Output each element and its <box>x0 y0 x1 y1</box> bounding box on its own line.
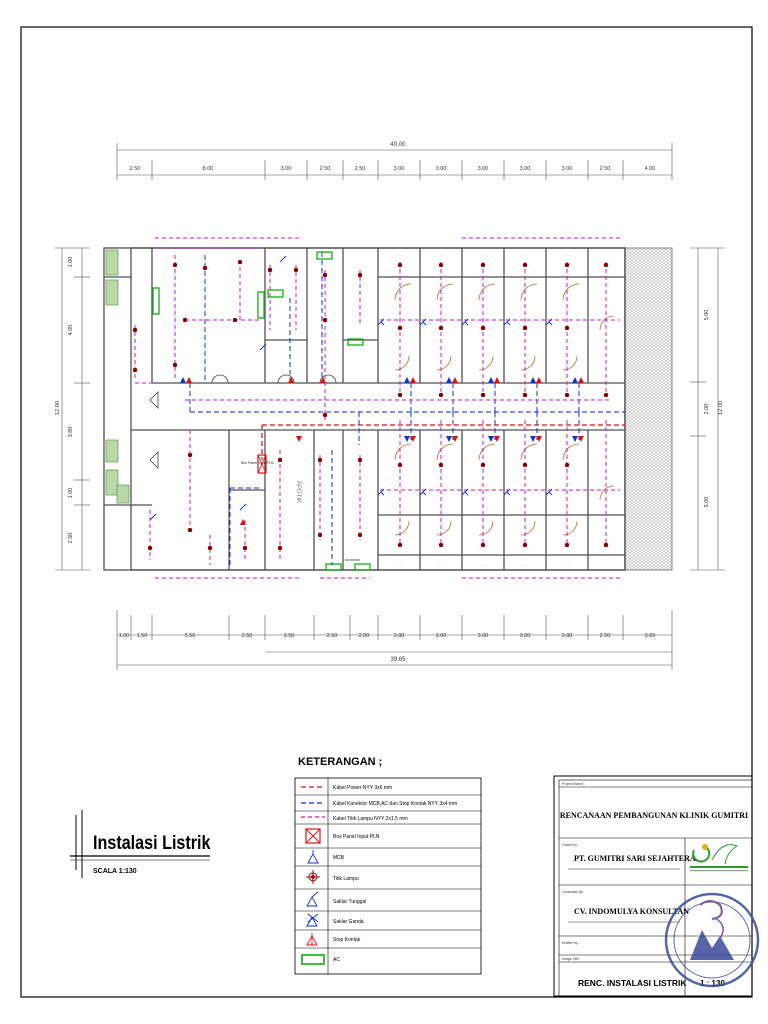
svg-text:3.00: 3.00 <box>435 633 447 639</box>
top-total-dimension: 40.00 <box>390 142 406 148</box>
legend-heading: KETERANGAN ; <box>298 756 383 768</box>
svg-text:........: ........ <box>521 563 529 567</box>
svg-text:2.50: 2.50 <box>599 166 611 172</box>
svg-text:2.50: 2.50 <box>319 166 331 172</box>
svg-text:2.50: 2.50 <box>129 166 141 172</box>
consultan-name: CV. INDOMULYA KONSULTAN <box>574 907 690 916</box>
owner-name: PT. GUMITRI SARI SEJAHTERA <box>574 854 696 863</box>
svg-text:3.00: 3.00 <box>561 166 573 172</box>
svg-text:3.00: 3.00 <box>435 166 447 172</box>
svg-text:3.00: 3.00 <box>393 166 405 172</box>
svg-text:MCB: MCB <box>333 855 345 861</box>
svg-text:........: ........ <box>563 253 571 257</box>
svg-text:3.00: 3.00 <box>477 633 489 639</box>
svg-text:Box Panel Input PLN: Box Panel Input PLN <box>333 834 380 840</box>
svg-text:1.00: 1.00 <box>68 256 74 268</box>
svg-text:........: ........ <box>395 563 403 567</box>
svg-text:AC: AC <box>333 957 340 963</box>
svg-text:4.00: 4.00 <box>68 324 74 336</box>
svg-text:Project Name :: Project Name : <box>562 782 586 786</box>
svg-text:........: ........ <box>437 253 445 257</box>
svg-text:1.50: 1.50 <box>136 633 148 639</box>
svg-text:2.50: 2.50 <box>241 633 253 639</box>
svg-text:........: ........ <box>563 563 571 567</box>
panel-label: Box Panel Input PLN <box>241 461 274 465</box>
svg-text:3.00: 3.00 <box>280 166 292 172</box>
title-block-scale: 1 : 130 <box>700 979 725 988</box>
svg-text:........: ........ <box>437 563 445 567</box>
svg-text:Kabel Konektor MCB,AC dan Stop: Kabel Konektor MCB,AC dan Stop Kontak NYY 3x4 mm <box>333 801 458 807</box>
svg-text:Owner by :: Owner by : <box>562 843 579 847</box>
project-name: RENCANAAN PEMBANGUNAN KLINIK GUMITRI <box>559 811 749 820</box>
svg-text:12.00: 12.00 <box>55 401 61 415</box>
svg-text:5.00: 5.00 <box>704 496 710 508</box>
svg-text:3.65: 3.65 <box>644 633 656 639</box>
svg-text:Kabel Power NYY 3x6 mm: Kabel Power NYY 3x6 mm <box>333 785 393 791</box>
svg-text:3.00: 3.00 <box>561 633 573 639</box>
svg-text:........: ........ <box>521 253 529 257</box>
svg-text:Stop Kontak: Stop Kontak <box>333 937 361 943</box>
svg-text:3.00: 3.00 <box>519 633 531 639</box>
svg-text:Image Title :: Image Title : <box>562 957 582 961</box>
svg-text:3.50: 3.50 <box>283 633 295 639</box>
svg-text:3.00: 3.00 <box>519 166 531 172</box>
svg-text:4.00: 4.00 <box>644 166 656 172</box>
svg-text:1.00: 1.00 <box>118 633 130 639</box>
image-title: RENC. INSTALASI LISTRIK <box>578 978 687 988</box>
drawing-scale: SCALA 1:130 <box>93 868 137 875</box>
svg-text:2.50: 2.50 <box>326 633 338 639</box>
svg-text:Kabel Titik Lampu NYY 2x1,5 mm: Kabel Titik Lampu NYY 2x1,5 mm <box>333 816 408 822</box>
svg-text:........: ........ <box>479 253 487 257</box>
bottom-total-dimension: 39.65 <box>390 657 406 663</box>
svg-text:12.00: 12.00 <box>718 401 724 415</box>
svg-text:Saklar Tunggal: Saklar Tunggal <box>333 899 367 905</box>
svg-text:3.00: 3.00 <box>477 166 489 172</box>
svg-text:Drafter by :: Drafter by : <box>562 941 580 945</box>
svg-text:2.50: 2.50 <box>354 166 366 172</box>
svg-text:2.50: 2.50 <box>599 633 611 639</box>
svg-text:Saklar Ganda: Saklar Ganda <box>333 919 364 925</box>
svg-text:3.00: 3.00 <box>393 633 405 639</box>
svg-text:2.00: 2.00 <box>358 633 370 639</box>
svg-text:8.00: 8.00 <box>202 166 214 172</box>
room-label-apotik: APOTIK <box>295 480 301 504</box>
svg-text:5.00: 5.00 <box>704 309 710 321</box>
svg-text:1.00: 1.00 <box>68 487 74 499</box>
svg-text:........: ........ <box>479 563 487 567</box>
svg-text:Titik Lampu: Titik Lampu <box>333 876 359 882</box>
svg-text:5.50: 5.50 <box>184 633 196 639</box>
svg-text:Consultan by :: Consultan by : <box>562 890 585 894</box>
svg-text:2.00: 2.00 <box>704 403 710 415</box>
svg-text:2.50: 2.50 <box>68 532 74 544</box>
svg-text:3.80: 3.80 <box>68 426 74 438</box>
drawing-title: Instalasi Listrik <box>93 831 211 854</box>
parking-hatch <box>625 248 672 570</box>
svg-text:........: ........ <box>395 253 403 257</box>
